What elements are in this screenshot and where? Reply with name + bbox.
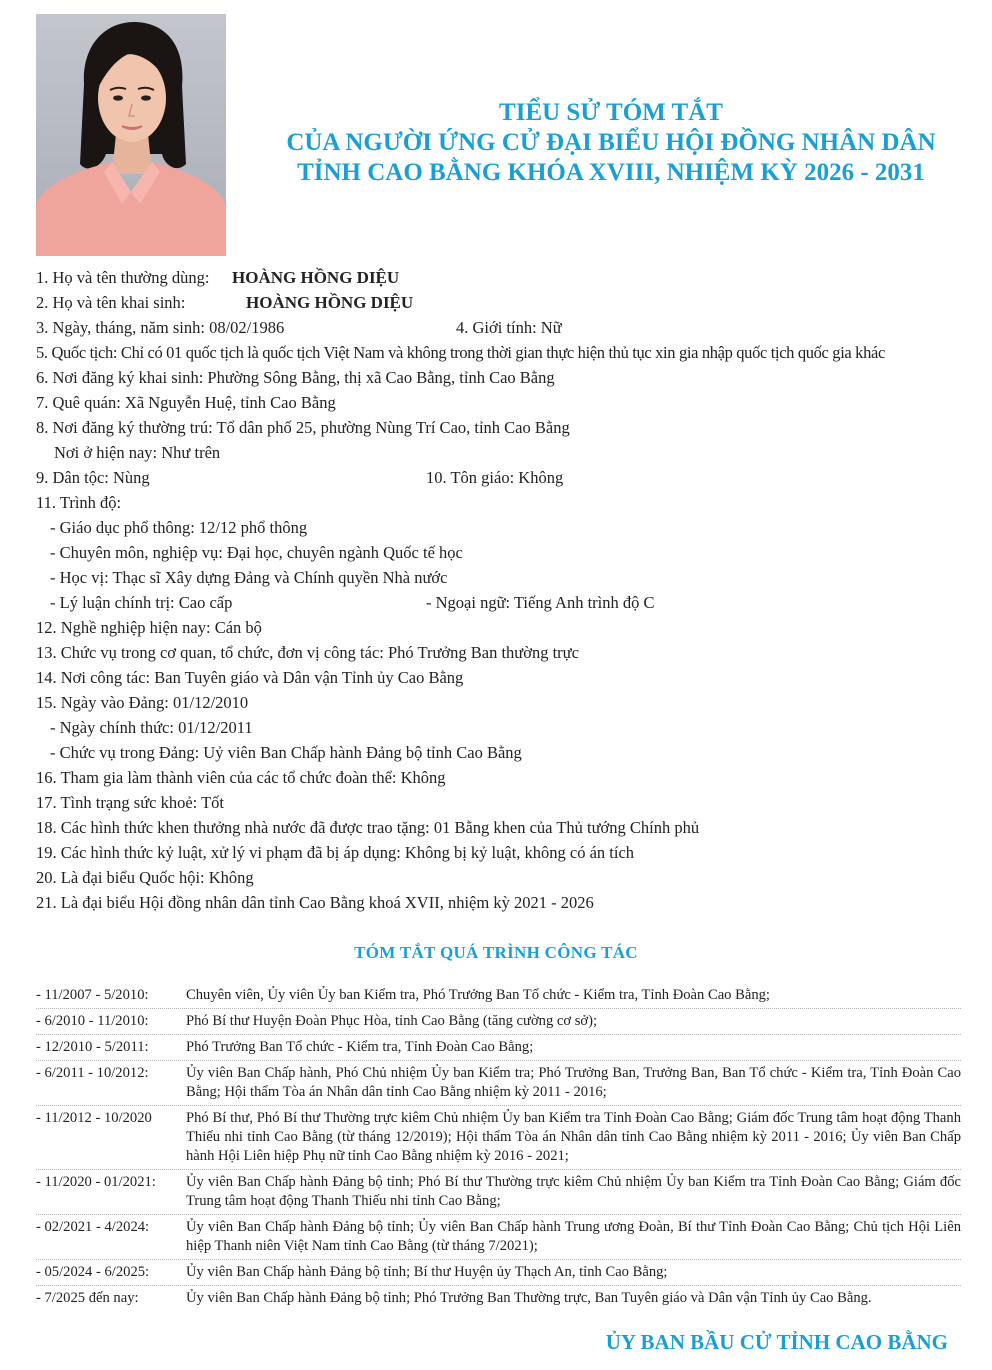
info-row-workplace: [36, 665, 976, 690]
history-date: - 7/2025 đến nay:: [36, 1290, 139, 1306]
info-row-nationality: [36, 340, 976, 365]
history-row: [36, 1060, 961, 1105]
ethnicity: 9. Dân tộc: Nùng: [36, 468, 150, 487]
history-title: TÓM TẮT QUÁ TRÌNH CÔNG TÁC: [354, 943, 638, 962]
history-date: - 6/2011 - 10/2012:: [36, 1065, 149, 1081]
current-residence: Nơi ở hiện nay: Như trên: [54, 443, 221, 462]
history-row: [36, 1034, 961, 1060]
history-row: [36, 1008, 961, 1034]
issuer-footer: ỦY BAN BẦU CỬ TỈNH CAO BẰNG: [605, 1330, 948, 1354]
organizations: 16. Tham gia làm thành viên của các tổ chức đoàn thể: Không: [36, 768, 446, 787]
info-row-provincial-council: [36, 890, 976, 915]
info-row-awards: [36, 815, 976, 840]
specialization: - Chuyên môn, nghiệp vụ: Đại học, chuyên ngành Quốc tế học: [50, 543, 463, 562]
history-description: Phó Bí thư, Phó Bí thư Thường trực kiêm Chủ nhiệm Ủy ban Kiểm tra Tỉnh Đoàn Cao Bằng; Giám đốc Trung tâm hoạt động Thanh Thiếu nhi tỉnh Cao Bằng (từ tháng 12/2019); Hội thẩm Tòa án Nhân dân tỉnh Cao Bằng nhiệm kỳ 2011 - 2016; Ủy viên Ban Chấp hành Hội Liên hiệp Phụ nữ tỉnh Cao Bằng nhiệm kỳ 2016 - 2021;: [186, 1110, 961, 1164]
title-line-2: CỦA NGƯỜI ỨNG CỬ ĐẠI BIỂU HỘI ĐỒNG NHÂN DÂN: [286, 129, 936, 156]
candidate-photo: [36, 14, 226, 256]
history-date: - 11/2020 - 01/2021:: [36, 1174, 156, 1190]
history-row: [36, 1285, 961, 1311]
academic-degree: - Học vị: Thạc sĩ Xây dựng Đảng và Chính quyền Nhà nước: [50, 568, 448, 587]
history-row: [36, 1105, 961, 1169]
awards: 18. Các hình thức khen thưởng nhà nước đã được trao tặng: 01 Bằng khen của Thủ tướng Chính phủ: [36, 818, 700, 837]
history-description: Ủy viên Ban Chấp hành Đảng bộ tỉnh; Ủy viên Ban Chấp hành Trung ương Đoàn, Bí thư Tỉnh Đoàn Cao Bằng; Chủ tịch Hội Liên hiệp Thanh niên Việt Nam tỉnh Cao Bằng (từ tháng 7/2021);: [186, 1219, 961, 1254]
date-of-birth: 3. Ngày, tháng, năm sinh: 08/02/1986: [36, 318, 285, 337]
info-row-birth-name: [36, 290, 976, 315]
title-line-3: TỈNH CAO BẰNG KHÓA XVIII, NHIỆM KỲ 2026 - 2031: [297, 159, 925, 186]
history-date: - 11/2007 - 5/2010:: [36, 987, 149, 1003]
history-description: Ủy viên Ban Chấp hành Đảng bộ tỉnh; Phó Bí thư Thường trực kiêm Chủ nhiệm Ủy ban Kiểm tra Tỉnh Đoàn Cao Bằng; Giám đốc Trung tâm hoạt động Thanh Thiếu nhi tỉnh Cao Bằng;: [186, 1174, 961, 1209]
info-row-birth-registration: [36, 365, 976, 390]
info-row-organizations: [36, 765, 976, 790]
history-row: [36, 1259, 961, 1285]
info-row-degree: [36, 565, 976, 590]
info-row-party-position: [36, 740, 976, 765]
history-description: Phó Bí thư Huyện Đoàn Phục Hòa, tỉnh Cao Bằng (tăng cường cơ sở);: [186, 1013, 598, 1029]
info-row-current-residence: [36, 440, 976, 465]
birth-name-value: HOÀNG HỒNG DIỆU: [246, 293, 414, 312]
info-row-party-official: [36, 715, 976, 740]
title-line-1: TIỂU SỬ TÓM TẮT: [499, 99, 723, 126]
history-description: Phó Trưởng Ban Tổ chức - Kiểm tra, Tỉnh Đoàn Cao Bằng;: [186, 1039, 534, 1055]
info-row-ethnicity-religion: [36, 465, 976, 490]
position: 13. Chức vụ trong cơ quan, tổ chức, đơn vị công tác: Phó Trưởng Ban thường trực: [36, 643, 579, 662]
history-row: [36, 983, 961, 1008]
info-row-common-name: [36, 265, 976, 290]
common-name-label: 1. Họ và tên thường dùng:: [36, 268, 210, 287]
party-official-date: - Ngày chính thức: 01/12/2011: [50, 718, 253, 737]
history-date: - 12/2010 - 5/2011:: [36, 1039, 149, 1055]
gender: 4. Giới tính: Nữ: [456, 318, 562, 337]
info-row-position: [36, 640, 976, 665]
history-description: Ủy viên Ban Chấp hành Đảng bộ tỉnh; Phó Trưởng Ban Thường trực, Ban Tuyên giáo và Dân vận Tỉnh ủy Cao Bằng.: [186, 1290, 872, 1306]
history-description: Ủy viên Ban Chấp hành Đảng bộ tỉnh; Bí thư Huyện ủy Thạch An, tỉnh Cao Bằng;: [186, 1264, 668, 1280]
birth-name-label: 2. Họ và tên khai sinh:: [36, 293, 186, 312]
info-row-hometown: [36, 390, 976, 415]
info-row-health: [36, 790, 976, 815]
health-status: 17. Tình trạng sức khoẻ: Tốt: [36, 793, 224, 812]
history-row: [36, 1214, 961, 1259]
history-date: - 11/2012 - 10/2020: [36, 1110, 152, 1126]
portrait-illustration: [36, 14, 226, 256]
info-row-permanent-residence: [36, 415, 976, 440]
birth-registration: 6. Nơi đăng ký khai sinh: Phường Sông Bằng, thị xã Cao Bằng, tỉnh Cao Bằng: [36, 368, 555, 387]
info-row-political-language: [36, 590, 976, 615]
info-row-specialization: [36, 540, 976, 565]
nationality: 5. Quốc tịch: Chỉ có 01 quốc tịch là quốc tịch Việt Nam và không trong thời gian thực hiện thủ tục xin gia nhập quốc tịch quốc gia khác: [36, 343, 885, 362]
education-heading: 11. Trình độ:: [36, 493, 122, 512]
party-join-date: 15. Ngày vào Đảng: 01/12/2010: [36, 693, 249, 712]
political-theory: - Lý luận chính trị: Cao cấp: [50, 593, 233, 612]
hometown: 7. Quê quán: Xã Nguyễn Huệ, tỉnh Cao Bằng: [36, 393, 336, 412]
permanent-residence: 8. Nơi đăng ký thường trú: Tổ dân phố 25, phường Nùng Trí Cao, tỉnh Cao Bằng: [36, 418, 570, 437]
history-date: - 6/2010 - 11/2010:: [36, 1013, 149, 1029]
foreign-language: - Ngoại ngữ: Tiếng Anh trình độ C: [426, 593, 655, 612]
history-row: [36, 1169, 961, 1214]
discipline: 19. Các hình thức kỷ luật, xử lý vi phạm đã bị áp dụng: Không bị kỷ luật, không có án tích: [36, 843, 635, 862]
history-description: Ủy viên Ban Chấp hành, Phó Chủ nhiệm Ủy ban Kiểm tra; Phó Trưởng Ban, Trưởng Ban, Ban Tổ chức - Kiểm tra, Tỉnh Đoàn Cao Bằng; Hội thẩm Tòa án Nhân dân tỉnh Cao Bằng nhiệm kỳ 2011 - 2016;: [186, 1065, 961, 1100]
history-date: - 05/2024 - 6/2025:: [36, 1264, 150, 1280]
info-row-discipline: [36, 840, 976, 865]
personal-info: [36, 265, 976, 915]
party-position: - Chức vụ trong Đảng: Uỷ viên Ban Chấp hành Đảng bộ tỉnh Cao Bằng: [50, 743, 522, 762]
info-row-party-join: [36, 690, 976, 715]
work-history: [36, 983, 961, 1311]
provincial-council-deputy: 21. Là đại biểu Hội đồng nhân dân tỉnh Cao Bằng khoá XVII, nhiệm kỳ 2021 - 2026: [36, 893, 594, 912]
info-row-occupation: [36, 615, 976, 640]
info-row-national-assembly: [36, 865, 976, 890]
common-name-value: HOÀNG HỒNG DIỆU: [232, 268, 400, 287]
history-date: - 02/2021 - 4/2024:: [36, 1219, 150, 1235]
national-assembly-deputy: 20. Là đại biểu Quốc hội: Không: [36, 868, 254, 887]
history-description: Chuyên viên, Ủy viên Ủy ban Kiểm tra, Phó Trưởng Ban Tổ chức - Kiểm tra, Tỉnh Đoàn Cao Bằng;: [186, 987, 770, 1003]
general-education: - Giáo dục phổ thông: 12/12 phổ thông: [50, 518, 308, 537]
info-row-education: [36, 490, 976, 515]
info-row-dob-gender: [36, 315, 976, 340]
workplace: 14. Nơi công tác: Ban Tuyên giáo và Dân vận Tỉnh ủy Cao Bằng: [36, 668, 464, 687]
occupation: 12. Nghề nghiệp hiện nay: Cán bộ: [36, 618, 262, 637]
religion: 10. Tôn giáo: Không: [426, 468, 564, 487]
document-title: [230, 98, 992, 188]
info-row-general-education: [36, 515, 976, 540]
